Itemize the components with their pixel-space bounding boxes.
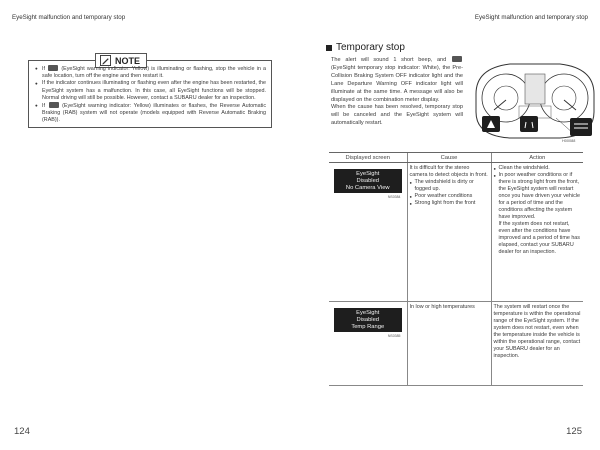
displayed-screen-cell <box>329 163 407 302</box>
eyesight-temporary-stop-icon <box>570 118 592 136</box>
note-box <box>28 55 272 128</box>
cause-cell <box>407 302 491 386</box>
paragraph <box>331 56 463 104</box>
cause-list <box>410 179 489 207</box>
action-cell <box>491 163 583 302</box>
note-label-text: NOTE <box>115 55 141 66</box>
note-list <box>35 65 266 125</box>
action-text: The system will restart once the temperature is within the operational range of the EyeSight system. If the system does not restart, even when the temperature inside the vehicle is within the operational range, contact your SUBARU dealer for an inspection. <box>493 304 581 359</box>
list-item: ● In poor weather conditions or if there is strong light from the front, the EyeSight system will restart once you have driven your vehicle for a period of time and the conditions affecting the system have improved. <box>494 172 582 221</box>
table-row <box>329 163 583 302</box>
instrument-cluster-illustration <box>470 54 600 146</box>
cause-action-table <box>329 152 583 386</box>
table-header-row <box>329 153 583 163</box>
paragraph-text: The alert will sound 1 short beep, and <box>331 57 447 63</box>
display-line: No Camera View <box>345 184 390 191</box>
list-item: ● The windshield is dirty or fogged up. <box>410 179 489 193</box>
action-cell <box>491 302 583 386</box>
eyesight-temporary-stop-icon <box>452 56 462 62</box>
list-item: ● Clean the windshield. <box>494 165 582 172</box>
table-header-cell: Action <box>491 153 583 163</box>
note-item <box>35 102 266 125</box>
meter-display-message <box>334 169 402 193</box>
cause-text: In low or high temperatures <box>409 304 475 310</box>
screen-code: NS0385 <box>387 334 401 339</box>
screen-code: NS0384 <box>387 195 401 200</box>
lane-departure-off-icon <box>520 116 538 132</box>
table-header-cell: Cause <box>407 153 491 163</box>
eyesight-warning-icon <box>49 102 59 108</box>
note-item-prefix: If <box>42 103 45 110</box>
list-item: ● Strong light from the front <box>410 200 489 207</box>
eyesight-warning-icon <box>48 65 58 71</box>
table-row <box>329 302 583 386</box>
section-title-text: Temporary stop <box>336 42 405 53</box>
page-number-left: 124 <box>14 426 30 437</box>
list-item: If the system does not restart, even after the conditions have improved and a period of time has elapsed, contact your SUBARU dealer for an inspection. <box>498 221 581 255</box>
display-line: EyeSight <box>356 171 380 177</box>
displayed-screen-cell <box>329 302 407 386</box>
page-number-right: 125 <box>566 426 582 437</box>
cause-text: It is difficult for the stereo camera to detect objects in front. <box>409 165 488 178</box>
meter-display-message <box>334 308 402 332</box>
note-item <box>35 65 266 80</box>
body-text <box>331 56 463 128</box>
note-item-prefix: If <box>42 66 45 72</box>
list-item: ● Poor weather conditions <box>410 193 489 200</box>
note-item-text: (EyeSight warning indicator: Yellow) illuminates or flashes, the Reverse Automatic Braking (RAB) system will not operate (models equipped with Reverse Automatic Braking (RAB)). <box>42 103 267 124</box>
paragraph-text: (EyeSight temporary stop indicator: White), the Pre-Collision Braking System OFF indicator light and the Lane Departure Warning OFF indicator light will illuminate at the same time. A message will also be displayed on the combination meter display. <box>331 64 463 103</box>
running-head-left: EyeSight malfunction and temporary stop <box>12 14 126 21</box>
figure-code: H00088 <box>562 139 576 143</box>
display-line: EyeSight <box>356 310 380 316</box>
display-line: Disabled <box>356 316 380 323</box>
section-marker-icon <box>326 45 332 51</box>
display-line: Temp Range <box>351 323 385 330</box>
note-item <box>35 80 266 102</box>
section-title <box>326 42 405 53</box>
action-list <box>494 165 582 256</box>
running-head-right: EyeSight malfunction and temporary stop <box>474 14 588 21</box>
note-item-text: If the indicator continues illuminating or flashing even after the engine has been restarted, the EyeSight system has a malfunction. In this case, all EyeSight functions will be stopped. Normal driving will still be possible. However, contact a SUBARU dealer for an inspection. <box>42 80 266 101</box>
table-header-cell: Displayed screen <box>329 153 407 163</box>
display-line: Disabled <box>356 177 380 184</box>
cause-cell <box>407 163 491 302</box>
paragraph: When the cause has been resolved, temporary stop will be canceled and the EyeSight system will automatically restart. <box>331 104 463 127</box>
note-item-text: (EyeSight warning indicator: Yellow) is illuminating or flashing, stop the vehicle in a safe location, turn off the engine and then restart it. <box>42 66 266 80</box>
